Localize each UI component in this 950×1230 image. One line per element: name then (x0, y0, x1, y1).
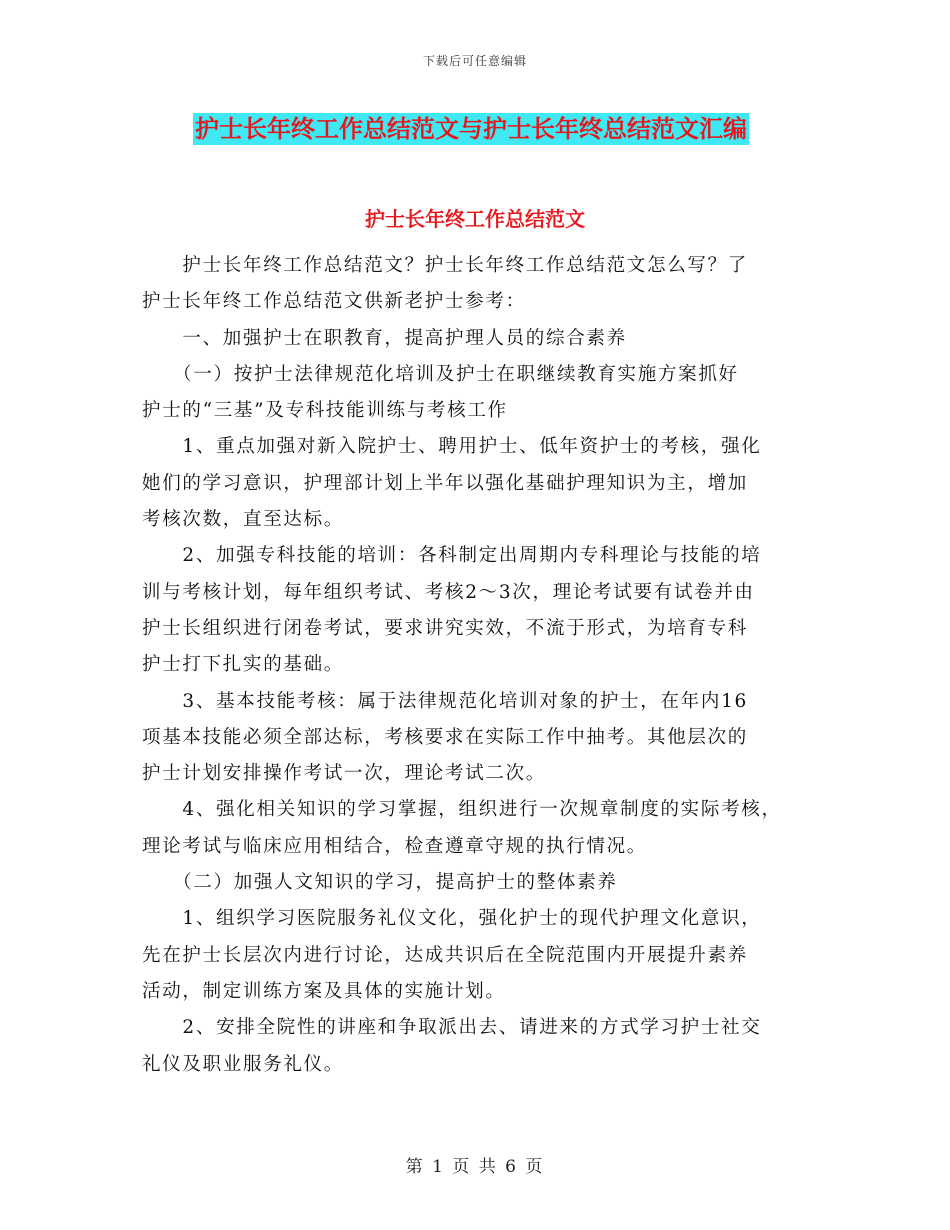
paragraph-line: 护士长年终工作总结范文供新老护士参考： (142, 291, 526, 313)
paragraph-line: 项基本技能必须全部达标，考核要求在实际工作中抽考。其他层次的 (142, 726, 749, 748)
body-text (142, 248, 822, 1083)
paragraph-line: 护士的“三基”及专科技能训练与考核工作 (142, 400, 508, 422)
header-note: 下载后可任意编辑 (422, 54, 527, 68)
paragraph-line: 护士计划安排操作考试一次，理论考试二次。 (142, 763, 547, 785)
paragraph-line: 考核次数，直至达标。 (142, 509, 345, 531)
paragraph-line: 活动，制定训练方案及具体的实施计划。 (142, 980, 506, 1002)
paragraph-line: 3、基本技能考核：属于法律规范化培训对象的护士，在年内16 (142, 690, 749, 712)
paragraph-line: 理论考试与临床应用相结合，检查遵章守规的执行情况。 (142, 835, 648, 857)
paragraph-line: 护士长年终工作总结范文？护士长年终工作总结范文怎么写？了 (142, 255, 749, 276)
paragraph-line: 护士长组织进行闭卷考试，要求讲究实效，不流于形式，为培育专科 (142, 617, 749, 639)
paragraph-line: （一）按护士法律规范化培训及护士在职继续教育实施方案抓好 (142, 363, 739, 385)
paragraph-line: （二）加强人文知识的学习，提高护士的整体素养 (142, 872, 618, 894)
paragraph-line: 她们的学习意识，护理部计划上半年以强化基础护理知识为主，增加 (142, 472, 749, 494)
paragraph-line: 1、重点加强对新入院护士、聘用护士、低年资护士的考核，强化 (142, 436, 762, 458)
paragraph-line: 1、组织学习医院服务礼仪文化，强化护士的现代护理文化意识， (142, 908, 762, 930)
paragraph-line: 一、加强护士在职教育，提高护理人员的综合素养 (142, 327, 627, 349)
paragraph-line: 2、加强专科技能的培训：各科制定出周期内专科理论与技能的培 (142, 545, 762, 567)
paragraph-line: 训与考核计划，每年组织考试、考核2～3次，理论考试要有试卷并由 (142, 581, 755, 603)
document-title: 护士长年终工作总结范文与护士长年终总结范文汇编 (195, 115, 747, 143)
page-footer: 第 1 页 共 6 页 (405, 1157, 545, 1177)
paragraph-line: 2、安排全院性的讲座和争取派出去、请进来的方式学习护士社交 (142, 1017, 762, 1039)
paragraph-line: 先在护士长层次内进行讨论，达成共识后在全院范围内开展提升素养 (142, 944, 749, 966)
section-title: 护士长年终工作总结范文 (365, 207, 585, 231)
paragraph-line: 礼仪及职业服务礼仪。 (142, 1053, 345, 1075)
paragraph-line: 护士打下扎实的基础。 (142, 654, 345, 676)
paragraph-line: 4、强化相关知识的学习掌握，组织进行一次规章制度的实际考核， (142, 799, 782, 821)
